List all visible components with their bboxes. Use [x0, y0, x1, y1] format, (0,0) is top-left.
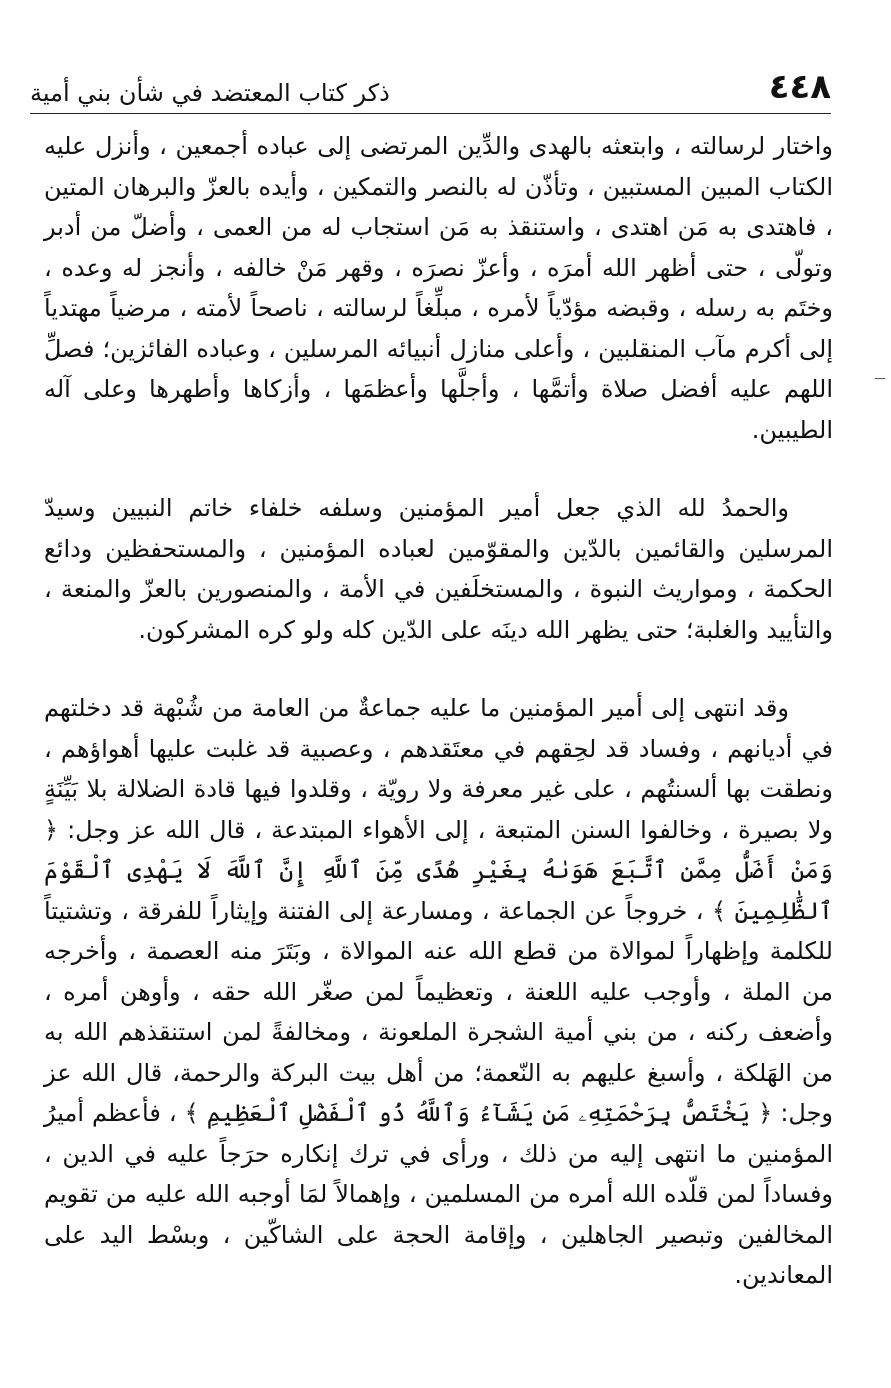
paragraph-gap [44, 450, 833, 488]
page-number: ٤٤٨ [768, 67, 831, 107]
paragraph-3-text-middle: ، خروجاً عن الجماعة ، ومسارعة إلى الفتنة وإيثاراً للفرقة ، وتشتيتاً للكلمة وإظهاراً لموالاة من قطع الله عنه الموالاة ، وبَتَرَ منه العصمة ، وأخرجه من الملة ، وأوجب عليه اللعنة ، وتعظيماً لمن صغّر الله حقه ، وأوهن أمره ، وأضعف ركنه ، من بني أمية الشجرة الملعونة ، ومخالفةً لمن استنقذهم الله به من الهَلكة ، وأسبغ عليهم به النّعمة؛ من أهل بيت البركة والرحمة، قال الله عز وجل: [44, 896, 834, 1127]
margin-mark [875, 378, 885, 379]
paragraph-3-text-before: وقد انتهى إلى أمير المؤمنين ما عليه جماعةٌ من العامة من شُبْهة قد دخلتهم في أديانهم ، وفساد قد لحِقهم في معتَقدهم ، وعصبية قد غلبت عليها أهواؤهم ، ونطقت بها ألسنتُهم ، على غير معرفة ولا رويّة ، وقلدوا فيها قادة الضلالة بلا بَيِّنَةٍ ولا بصيرة ، وخالفوا السنن المتبعة ، إلى الأهواء المبتدعة ، قال الله عز وجل: [44, 694, 833, 844]
page-header [30, 58, 831, 114]
running-title: ذكر كتاب المعتضد في شأن بني أمية [30, 79, 390, 107]
paragraph-1: واختار لرسالته ، وابتعثه بالهدى والدِّين المرتضى إلى عباده أجمعين ، وأنزل عليه الكتاب المبين المستبين ، وتأذّن له بالنصر والتمكين ، وأيده بالعزّ والبرهان المتين ، فاهتدى به مَن اهتدى ، واستنقذ به مَن استجاب له من العمى ، وأضلّ من أدبر وتولّى ، حتى أظهر الله أمرَه ، وأعزّ نصرَه ، وقهر مَنْ خالفه ، وأنجز له وعده ، وختَم به رسله ، وقبضه مؤدّياً لأمره ، مبلِّغاً لرسالته ، ناصحاً لأمته ، مرضياً مهتدياً إلى أكرم مآب المنقلبين ، وأعلى منازل أنبيائه المرسلين ، وعباده الفائزين؛ فصلِّ اللهم عليه أفضل صلاة وأتمَّها ، وأجلَّها وأعظمَها ، وأزكاها وأطهرها وعلى آله الطيبين. [44, 132, 833, 444]
paragraph-2: والحمدُ لله الذي جعل أمير المؤمنين وسلفه خلفاء خاتم النبيين وسيدّ المرسلين والقائمين بالدّين والمقوّمين لعباده المؤمنين ، والمستحفظين ودائع الحكمة ، ومواريث النبوة ، والمستخلَفين في الأمة ، والمنصورين بالعزّ والمنعة ، والتأييد والغلبة؛ حتى يظهر الله دينَه على الدّين كله ولو كره المشركون. [44, 494, 833, 644]
page-body [44, 126, 833, 1296]
paragraph-3-text-after: ، فأعظم أميرُ المؤمنين ما انتهى إليه من ذلك ، ورأى في ترك إنكاره حرَجاً عليه في الدين ، وفساداً لمن قلّده الله أمره من المسلمين ، وإهمالاً لمَا أوجبه الله عليه من تقويم المخالفين وتبصير الجاهلين ، وإقامة الحجة على الشاكّين ، وبسْط اليد على المعاندين. [44, 1099, 833, 1289]
quran-verse-1: ﴿ وَمَنْ أَضَلُّ مِمَّنِ ٱتَّبَعَ هَوَىٰهُ بِغَيْرِ هُدًى مِّنَ ٱللَّهِ إِنَّ ٱللَّهَ لَا يَهْدِى ٱلْقَوْمَ ٱلظَّٰلِمِينَ ﴾ [44, 815, 833, 925]
paragraph-3 [44, 688, 833, 1296]
quran-verse-2: ﴿ يَخْتَصُّ بِرَحْمَتِهِۦ مَن يَشَآءُ وَٱللَّهُ ذُو ٱلْفَضْلِ ٱلْعَظِيمِ ﴾ [184, 1099, 773, 1127]
paragraph-gap [44, 650, 833, 688]
